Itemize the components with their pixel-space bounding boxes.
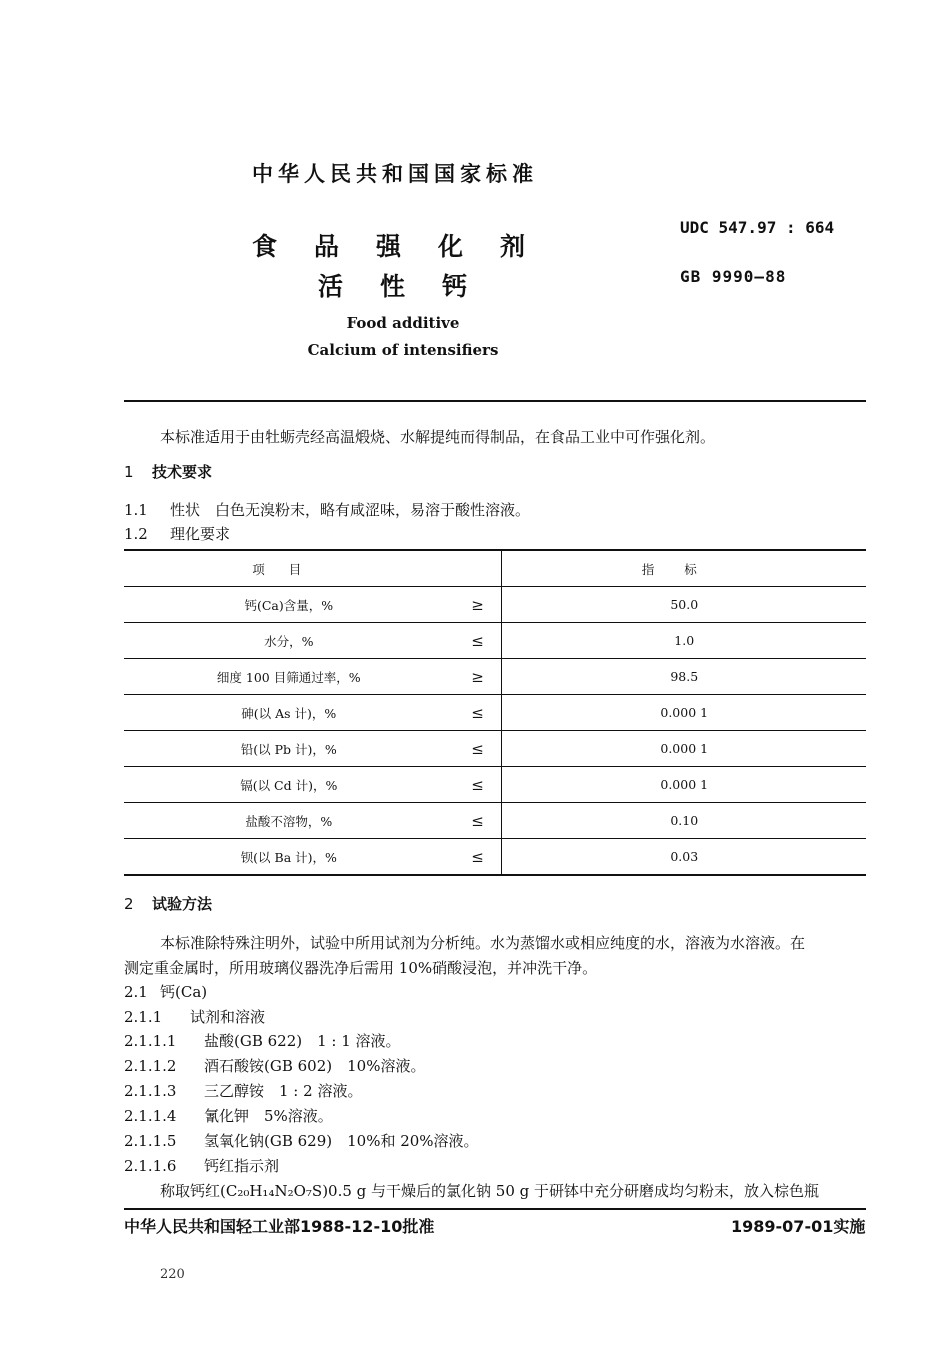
row-value: 0.10 bbox=[670, 813, 699, 828]
item-2-1-1-6 bbox=[124, 1155, 279, 1176]
item-number: 2.1.1.5 bbox=[124, 1132, 177, 1150]
row-operator: ≤ bbox=[454, 623, 502, 659]
section-1-2-number: 1.2 bbox=[124, 525, 148, 543]
english-title-line1: Food additive bbox=[346, 314, 460, 332]
implementation-date: 1989-07-01实施 bbox=[731, 1217, 866, 1236]
item-2-1-1-2 bbox=[124, 1055, 425, 1076]
row-operator: ≤ bbox=[454, 695, 502, 731]
item-number: 2.1.1.4 bbox=[124, 1107, 177, 1125]
item-2-1-1 bbox=[124, 1006, 265, 1027]
item-number: 2.1.1.1 bbox=[124, 1032, 177, 1050]
table-header-row bbox=[124, 550, 866, 587]
section-1-1 bbox=[124, 499, 530, 520]
footer-divider bbox=[124, 1208, 866, 1210]
section-2-heading bbox=[124, 893, 212, 914]
row-item-name: 细度 100 目筛通过率，% bbox=[216, 669, 361, 685]
table-row bbox=[124, 803, 866, 839]
table-header-item: 项目 bbox=[252, 561, 326, 577]
intro-paragraph: 本标准适用于由牡蛎壳经高温煅烧、水解提纯而得制品，在食品工业中可作强化剂。 bbox=[160, 428, 716, 446]
row-item-name: 水分，% bbox=[264, 633, 314, 649]
section-1-number: 1 bbox=[124, 463, 134, 481]
item-text: 氰化钾 5%溶液。 bbox=[204, 1107, 333, 1125]
physicochemical-requirements-table bbox=[124, 549, 866, 876]
row-value: 1.0 bbox=[674, 633, 695, 648]
item-number: 2.1.1.2 bbox=[124, 1057, 177, 1075]
table-row bbox=[124, 767, 866, 803]
table-header-value: 指标 bbox=[641, 561, 727, 577]
row-value: 0.000 1 bbox=[660, 777, 709, 792]
row-value: 98.5 bbox=[670, 669, 699, 684]
item-text: 钙(Ca) bbox=[160, 983, 208, 1001]
row-item-name: 钙(Ca)含量，% bbox=[244, 597, 334, 613]
item-text: 三乙醇铵 1 : 2 溶液。 bbox=[204, 1082, 363, 1100]
reagent-preparation-line: 称取钙红(C₂₀H₁₄N₂O₇S)0.5 g 与干燥后的氯化钠 50 g 于研钵中充分研磨成均匀粉末，放入棕色瓶 bbox=[160, 1182, 820, 1200]
section-2-number: 2 bbox=[124, 895, 134, 913]
section-1-1-text: 性状 白色无溴粉末，略有咸涩味，易溶于酸性溶液。 bbox=[170, 501, 531, 519]
row-operator: ≤ bbox=[454, 803, 502, 839]
item-2-1-1-3 bbox=[124, 1080, 362, 1101]
section-2-para-line2: 测定重金属时，所用玻璃仪器洗净后需用 10%硝酸浸泡，并冲洗干净。 bbox=[124, 959, 598, 977]
document-title-line1: 食品强化剂 bbox=[252, 232, 563, 261]
row-value: 0.000 1 bbox=[660, 705, 709, 720]
row-item-name: 砷(以 As 计)，% bbox=[241, 705, 337, 721]
section-1-2 bbox=[124, 523, 230, 544]
item-number: 2.1.1.3 bbox=[124, 1082, 177, 1100]
item-text: 试剂和溶液 bbox=[190, 1008, 266, 1026]
item-text: 酒石酸铵(GB 602) 10%溶液。 bbox=[204, 1057, 426, 1075]
row-operator: ≤ bbox=[454, 767, 502, 803]
row-value: 0.000 1 bbox=[660, 741, 709, 756]
row-value: 0.03 bbox=[670, 849, 699, 864]
row-item-name: 盐酸不溶物，% bbox=[245, 813, 333, 829]
item-2-1-1-5 bbox=[124, 1130, 479, 1151]
table-row bbox=[124, 623, 866, 659]
row-item-name: 钡(以 Ba 计)，% bbox=[240, 849, 337, 865]
header-divider bbox=[124, 400, 866, 402]
item-number: 2.1.1.6 bbox=[124, 1157, 177, 1175]
row-operator: ≤ bbox=[454, 839, 502, 876]
page-number: 220 bbox=[160, 1267, 185, 1282]
row-value: 50.0 bbox=[670, 597, 699, 612]
row-item-name: 铅(以 Pb 计)，% bbox=[240, 741, 337, 757]
item-number: 2.1 bbox=[124, 983, 148, 1001]
table-row bbox=[124, 731, 866, 767]
row-item-name: 镉(以 Cd 计)，% bbox=[240, 777, 338, 793]
item-text: 氢氧化钠(GB 629) 10%和 20%溶液。 bbox=[204, 1132, 479, 1150]
section-1-title: 技术要求 bbox=[152, 463, 213, 481]
approval-statement: 中华人民共和国轻工业部1988-12-10批准 bbox=[124, 1217, 435, 1236]
table-row bbox=[124, 695, 866, 731]
row-operator: ≥ bbox=[454, 587, 502, 623]
row-operator: ≥ bbox=[454, 659, 502, 695]
section-1-2-text: 理化要求 bbox=[170, 525, 231, 543]
item-2-1-1-1 bbox=[124, 1030, 401, 1051]
table-row bbox=[124, 839, 866, 876]
document-title-line2: 活性钙 bbox=[318, 272, 505, 301]
section-1-1-number: 1.1 bbox=[124, 501, 148, 519]
table-header-op-cell bbox=[454, 550, 502, 587]
item-text: 盐酸(GB 622) 1 : 1 溶液。 bbox=[204, 1032, 401, 1050]
section-2-para-line1: 本标准除特殊注明外，试验中所用试剂为分析纯。水为蒸馏水或相应纯度的水，溶液为水溶液。在 bbox=[160, 934, 806, 952]
english-title-line2: Calcium of intensifiers bbox=[307, 341, 499, 359]
item-text: 钙红指示剂 bbox=[204, 1157, 280, 1175]
section-1-heading bbox=[124, 461, 212, 482]
item-2-1-1-4 bbox=[124, 1105, 333, 1126]
table-row bbox=[124, 659, 866, 695]
issuing-authority: 中华人民共和国国家标准 bbox=[252, 162, 538, 186]
row-operator: ≤ bbox=[454, 731, 502, 767]
table-row bbox=[124, 587, 866, 623]
section-2-title: 试验方法 bbox=[152, 895, 213, 913]
item-2-1 bbox=[124, 981, 207, 1002]
gb-standard-number: GB 9990—88 bbox=[680, 267, 787, 286]
item-number: 2.1.1 bbox=[124, 1008, 163, 1026]
udc-code: UDC 547.97 : 664 bbox=[680, 218, 835, 237]
